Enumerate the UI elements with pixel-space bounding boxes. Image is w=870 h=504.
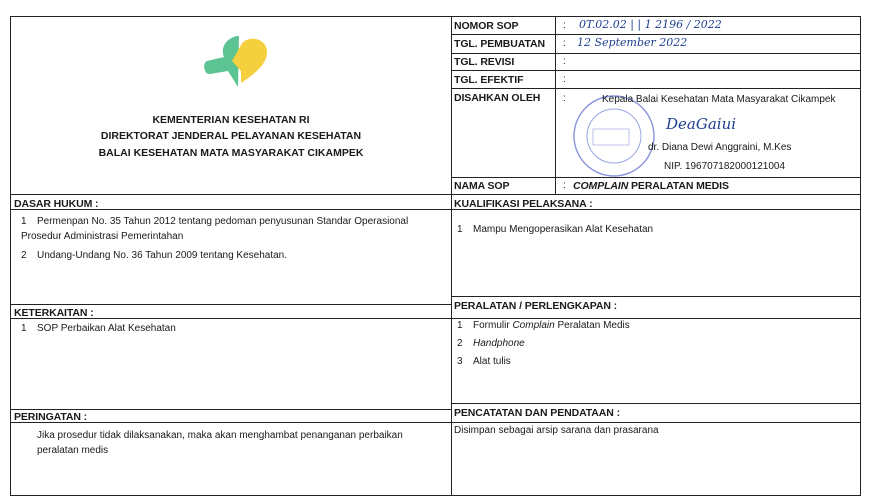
kualifikasi-title: KUALIFIKASI PELAKSANA : xyxy=(454,198,593,210)
kualifikasi-item: 1 Mampu Mengoperasikan Alat Kesehatan xyxy=(457,224,654,235)
peringatan-text: Jika prosedur tidak dilaksanakan, maka akan menghambat penanganan perbaikan peralatan medis xyxy=(37,430,403,456)
section-line-2b xyxy=(451,296,861,297)
dasar-hukum-item: 2 Undang-Undang No. 36 Tahun 2009 tentang Kesehatan. xyxy=(21,250,288,261)
separator-colon: : xyxy=(563,56,566,67)
separator-colon: : xyxy=(563,20,566,31)
section-line-3c xyxy=(11,422,861,423)
tgl-efektif-label: TGL. EFEKTIF xyxy=(454,74,524,86)
nomor-sop-label: NOMOR SOP xyxy=(454,20,519,32)
org-name-ministry: KEMENTERIAN KESEHATAN RI xyxy=(152,114,310,126)
keterkaitan-title: KETERKAITAN : xyxy=(14,307,94,319)
pencatatan-title: PENCATATAN DAN PENDATAAN : xyxy=(454,407,620,419)
sop-name-rest: PERALATAN MEDIS xyxy=(628,180,729,192)
official-stamp xyxy=(571,93,657,179)
keterkaitan-item: 1 SOP Perbaikan Alat Kesehatan xyxy=(21,323,176,334)
org-name-directorate: DIREKTORAT JENDERAL PELAYANAN KESEHATAN xyxy=(100,130,362,142)
dasar-hukum-title: DASAR HUKUM : xyxy=(14,198,99,210)
peralatan-item: 2 Handphone xyxy=(457,338,525,349)
section-line-1 xyxy=(11,194,861,195)
sop-document xyxy=(10,16,861,496)
dasar-hukum-item: 1 Permenpan No. 35 Tahun 2012 tentang pedoman penyusunan Standar Operasional Prosedur Administrasi Pemerintahan xyxy=(21,216,409,242)
peralatan-title: PERALATAN / PERLENGKAPAN : xyxy=(454,300,618,312)
tgl-revisi-label: TGL. REVISI xyxy=(454,56,515,68)
pencatatan-text: Disimpan sebagai arsip sarana dan prasarana xyxy=(454,425,659,436)
section-line-1b xyxy=(11,209,861,210)
meta-row-line-3 xyxy=(451,70,861,71)
separator-colon: : xyxy=(563,93,566,104)
kemenkes-logo xyxy=(204,33,274,89)
tgl-pembuatan-label: TGL. PEMBUATAN xyxy=(454,38,545,50)
sop-name-value xyxy=(573,180,729,192)
approver-nip: NIP. 196707182000121004 xyxy=(664,161,786,172)
org-name-unit: BALAI KESEHATAN MATA MASYARAKAT CIKAMPEK xyxy=(98,147,364,159)
peralatan-item: 1 Formulir Complain Peralatan Medis xyxy=(457,320,630,331)
nama-sop-label: NAMA SOP xyxy=(454,180,510,192)
meta-row-line-1 xyxy=(451,34,861,35)
separator-colon: : xyxy=(563,180,566,191)
disahkan-oleh-label: DISAHKAN OLEH xyxy=(454,92,541,104)
section-line-2a xyxy=(11,304,451,305)
approver-title: Kepala Balai Kesehatan Mata Masyarakat Cikampek xyxy=(602,94,836,105)
section-line-2c xyxy=(11,318,861,319)
approver-name: dr. Diana Dewi Anggraini, M.Kes xyxy=(648,142,792,153)
peralatan-item: 3 Alat tulis xyxy=(457,356,511,367)
tgl-pembuatan-value: 12 September 2022 xyxy=(577,36,688,49)
section-line-3b xyxy=(451,403,861,404)
approver-signature: DeaGaiui xyxy=(666,115,737,133)
sop-name-prefix: COMPLAIN xyxy=(573,180,629,192)
section-line-3a xyxy=(11,409,451,410)
peringatan-title: PERINGATAN : xyxy=(14,411,88,423)
separator-colon: : xyxy=(563,38,566,49)
meta-row-line-2 xyxy=(451,53,861,54)
nomor-sop-value: 0T.02.02 | | 1 2196 / 2022 xyxy=(579,18,722,31)
separator-colon: : xyxy=(563,74,566,85)
meta-label-divider xyxy=(555,17,556,194)
meta-row-line-4 xyxy=(451,88,861,89)
